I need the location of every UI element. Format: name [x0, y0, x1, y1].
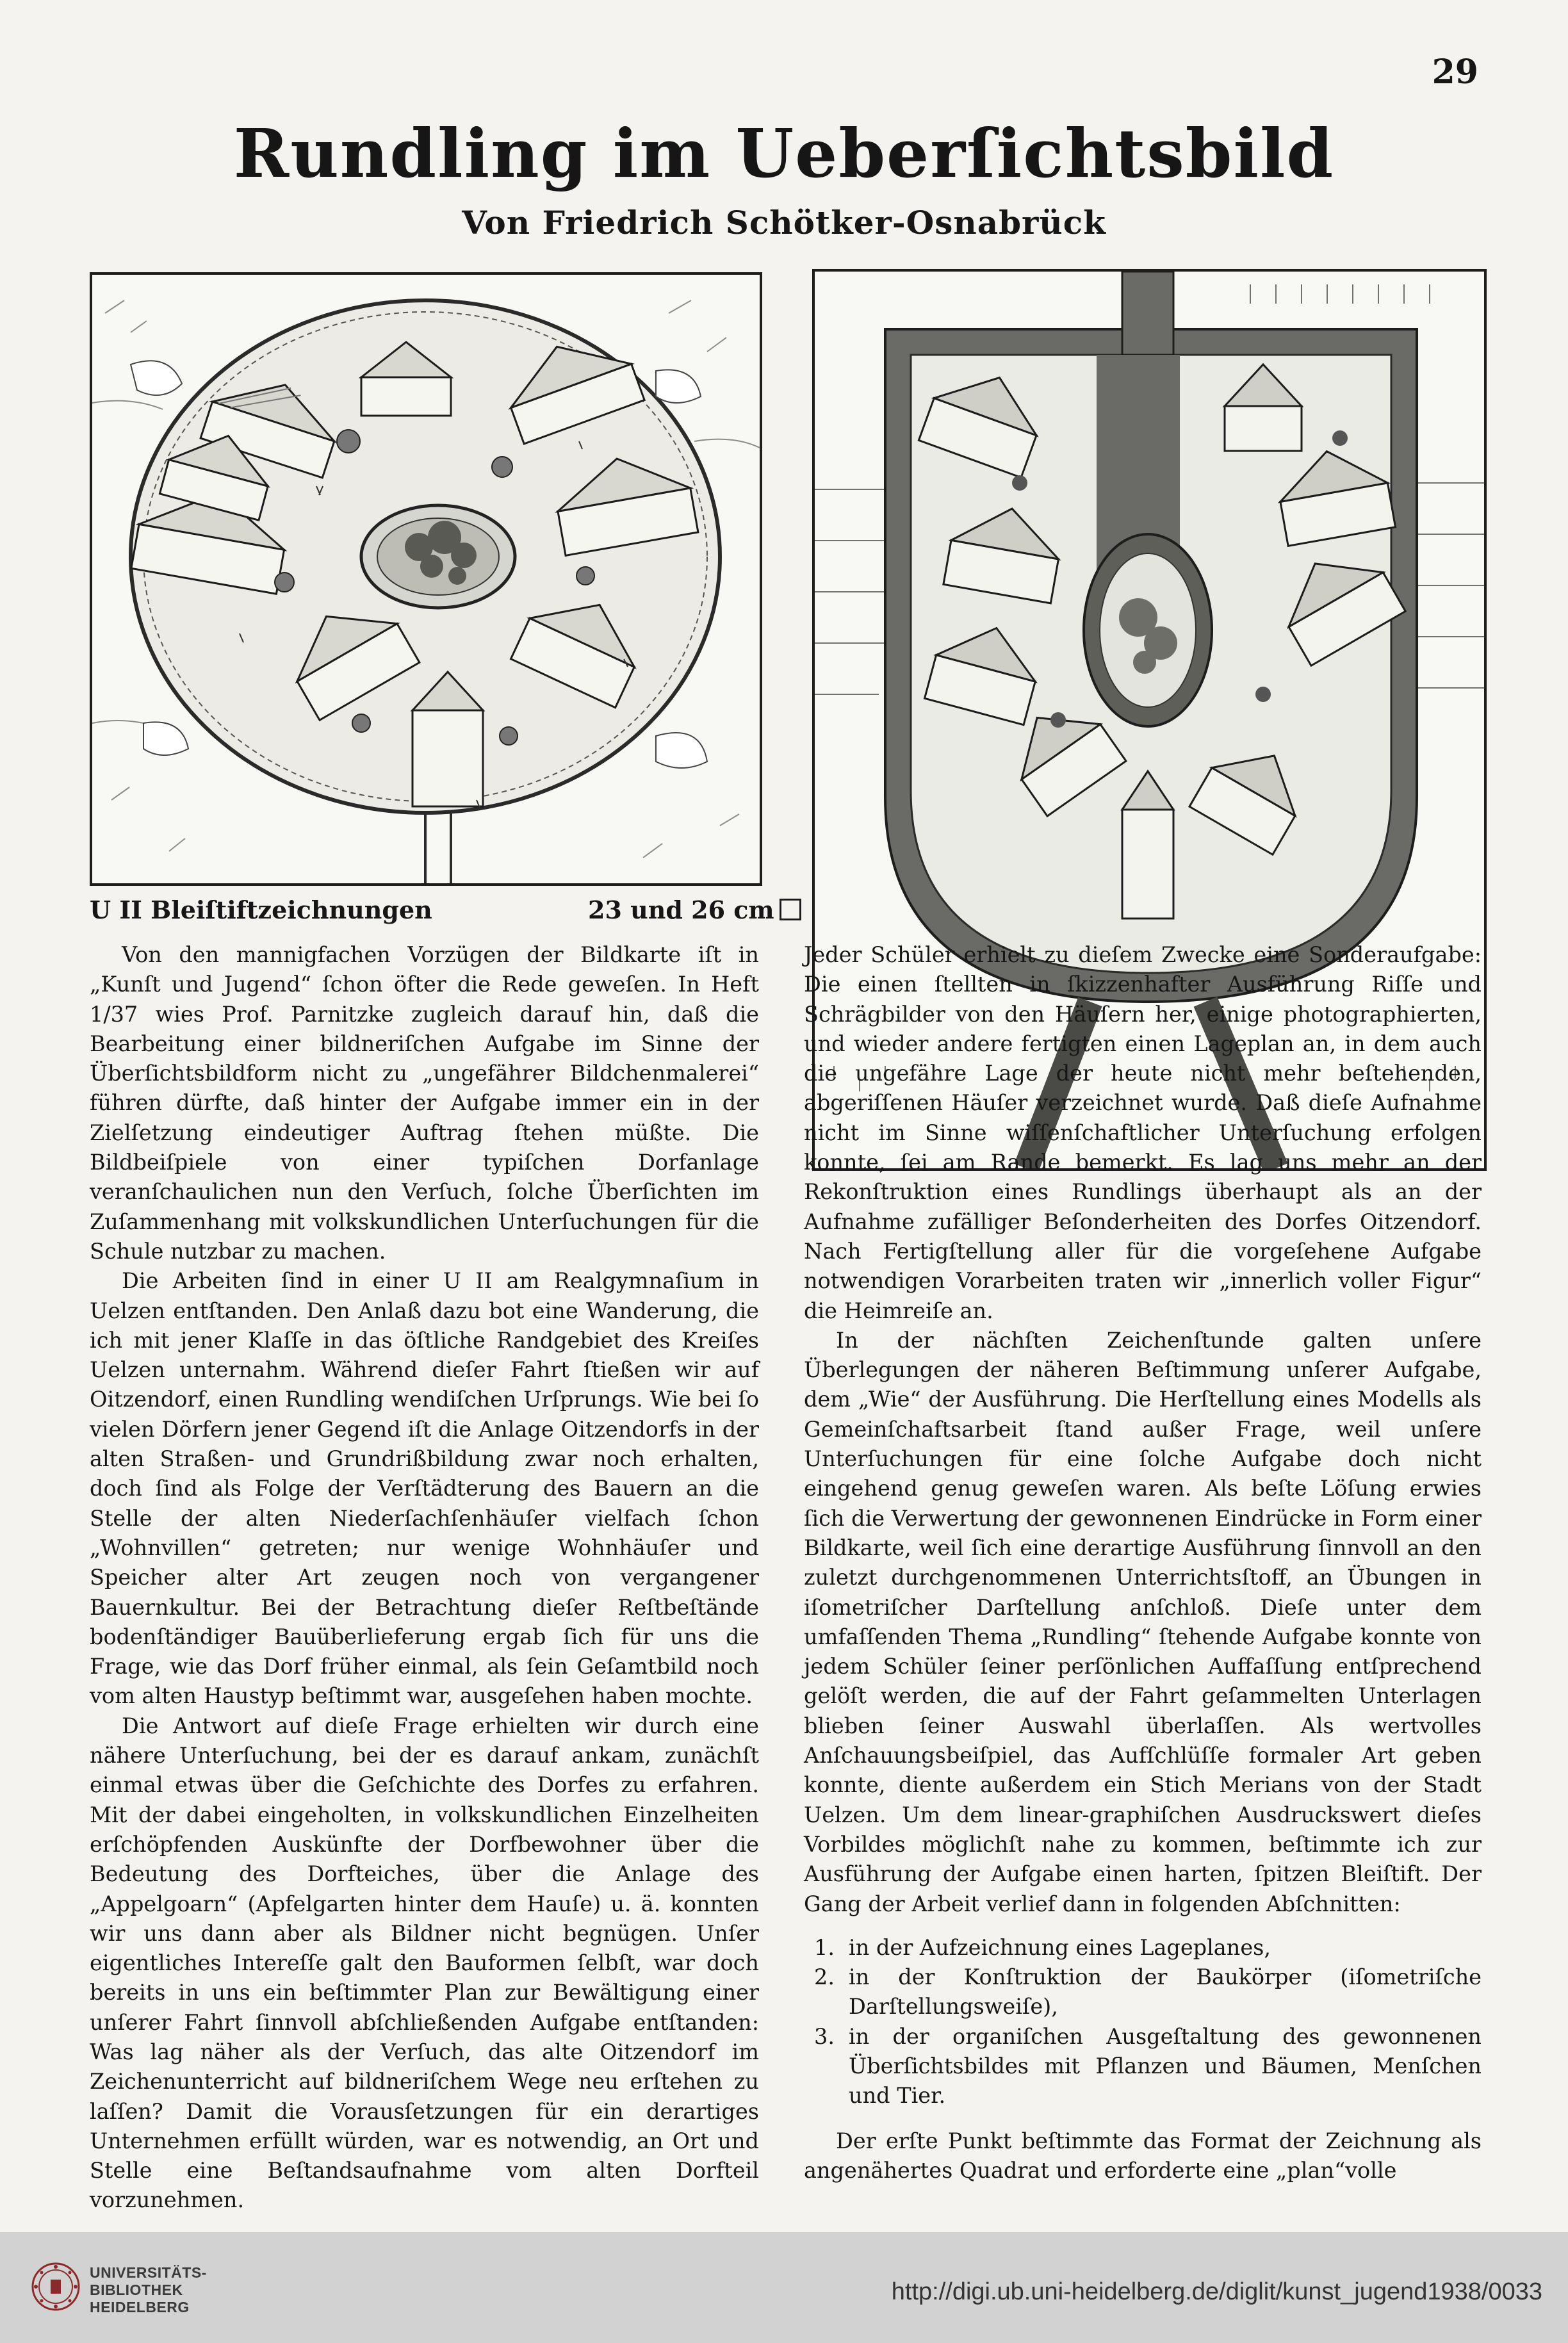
list-text: in der Konſtruktion der Baukörper (iſometriſche Darſtellungsweiſe), [849, 1964, 1482, 2020]
text-column-right [804, 940, 1482, 2185]
list-number: 2. [814, 1964, 835, 1990]
paragraph: Von den mannigfachen Vorzügen der Bildkarte iſt in „Kunſt und Jugend“ ſchon öfter die Rede geweſen. In Heft 1/37 wies Prof. Parnitzke zugleich darauf hin, daß die Bearbeitung einer bildneriſchen Aufgabe im Sinne der Überſichtsbildform nicht zu „ungefährer Bildchenmalerei“ führen dürfte, daß hinter der Aufgabe immer ein in der Zielſetzung eindeutiger Auftrag ſtehen müßte. Die Bildbeiſpiele von einer typiſchen Dorfanlage veranſchaulichen nun den Verſuch, ſolche Überſichten im Zuſammenhang mit volkskundlichen Unterſuchungen für die Schule nutzbar zu machen. [90, 942, 759, 1264]
page-number: 29 [1432, 53, 1478, 92]
figure-caption-left: U II Bleiſtiftzeichnungen [90, 895, 432, 924]
list-item [804, 1963, 1482, 2022]
paragraph: Der erſte Punkt beſtimmte das Format der Zeichnung als angenähertes Quadrat und erforderte eine „plan“volle [804, 2128, 1482, 2183]
article-byline: Von Friedrich Schötker-Osnabrück [462, 204, 1106, 241]
viewer-footer [0, 2232, 1568, 2343]
library-line: HEIDELBERG [90, 2299, 190, 2315]
list-text: in der organiſchen Ausgeſtaltung des gewonnenen Überſichtsbildes mit Pflanzen und Bäumen, Menſchen und Tier. [849, 2023, 1482, 2109]
library-name [90, 2264, 207, 2316]
list-item [804, 2022, 1482, 2111]
paragraph: Jeder Schüler erhielt zu dieſem Zwecke eine Sonderaufgabe: Die einen ſtellten in ſkizzenhafter Ausführung Riſſe und Schrägbilder von den Häuſern her, einige photographierten, und wieder andere fertigten einen Lageplan an, in dem auch die ungefähre Lage der heute nicht mehr beſtehenden, abgeriſſenen Häuſer verzeichnet wurde. Daß dieſe Aufnahme nicht im Sinne wiſſenſchaftlicher Unterſuchung erfolgen konnte, ſei am Rande bemerkt. Es lag uns mehr an der Rekonſtruktion eines Rundlings überhaupt als an der Aufnahme zufälliger Beſonderheiten des Dorfes Oitzendorf. Nach Fertigſtellung aller für die vorgeſehene Aufgabe notwendigen Vorarbeiten traten wir „innerlich voller Figur“ die Heimreiſe an. [804, 942, 1482, 1323]
caption-square-icon [780, 899, 801, 920]
library-line: BIBLIOTHEK [90, 2282, 183, 2298]
university-seal-icon [31, 2262, 81, 2312]
list-number: 3. [814, 2023, 835, 2049]
paragraph: Die Arbeiten ſind in einer U II am Realgymnaſium in Uelzen entſtanden. Den Anlaß dazu bot eine Wanderung, die ich mit jener Klaſſe in das öſtliche Randgebiet des Kreiſes Uelzen unternahm. Während dieſer Fahrt ſtießen wir auf Oitzendorf, einen Rundling wendiſchen Urſprungs. Wie bei ſo vielen Dörfern jener Gegend iſt die Anlage Oitzendorfs in der alten Straßen- und Grundrißbildung zwar noch erhalten, doch ſind als Folge der Verſtädterung des Bauern an die Stelle der alten Niederſachſenhäuſer vielfach ſchon „Wohnvillen“ getreten; nur wenige Wohnhäuſer und Speicher alter Art zeugen noch von vergangener Bauernkultur. Bei der Betrachtung dieſer Reſtbeſtände bodenſtändiger Bauüberlieferung ergab ſich für uns die Frage, wie das Dorf früher einmal, als ſein Geſamtbild noch vom alten Haustyp beſtimmt war, ausgeſehen haben mochte. [90, 1268, 759, 1709]
work-steps-list [804, 1933, 1482, 2111]
library-line: UNIVERSITÄTS- [90, 2264, 207, 2281]
paragraph: Die Antwort auf dieſe Frage erhielten wir durch eine nähere Unterſuchung, bei der es darauf ankam, zunächſt einmal etwas über die Geſchichte des Dorfes zu erfahren. Mit der dabei eingeholten, in volkskundlichen Einzelheiten erſchöpfenden Auskünfte der Dorfbewohner über die Bedeutung des Dorfteiches, über die Anlage des „Appelgoarn“ (Apfelgarten hinter dem Hauſe) u. ä. konnten wir uns dann aber als Bildner nicht begnügen. Unſer eigentliches Intereſſe galt den Bauformen ſelbſt, war doch bereits in uns ein beſtimmter Plan zur Bewältigung einer unſerer Fahrt ſinnvoll abſchließenden Aufgabe entſtanden: Was lag näher als der Verſuch, das alte Oitzendorf im Zeichenunterricht auf bildneriſchem Wege neu erſtehen zu laſſen? Damit die Vorausſetzungen für ein derartiges Unternehmen erfüllt würden, war es notwendig, an Ort und Stelle eine Beſtandsaufnahme vom alten Dorfteil vorzunehmen. [90, 1713, 759, 2213]
list-item [804, 1933, 1482, 1963]
permalink-url[interactable]: http://digi.ub.uni-heidelberg.de/diglit/kunst_jugend1938/0033 [891, 2278, 1542, 2305]
list-number: 1. [814, 1934, 835, 1960]
caption-dimensions: 23 und 26 cm [588, 895, 774, 924]
paragraph: In der nächſten Zeichenſtunde galten unſere Überlegungen der näheren Beſtimmung unſerer Aufgabe, dem „Wie“ der Ausführung. Die Herſtellung eines Modells als Gemeinſchaftsarbeit ſtand außer Frage, weil unſere Unterſuchungen für eine ſolche Aufgabe doch nicht eingehend genug geweſen waren. Als beſte Löſung erwies ſich die Verwertung der gewonnenen Eindrücke in Form einer Bildkarte, weil ſich eine derartige Ausführung ſinnvoll an den zuletzt durchgenommenen Unterrichtsſtoff, an Übungen in iſometriſcher Darſtellung anſchloß. Dieſe unter dem umfaſſenden Thema „Rundling“ ſtehende Aufgabe konnte von jedem Schüler ſeiner perſönlichen Auffaſſung entſprechend gelöſt werden, die auf der Fahrt geſammelten Unterlagen blieben ſeiner Auswahl überlaſſen. Als wertvolles Anſchauungsbeiſpiel, das Aufſchlüſſe formaler Art geben konnte, diente außerdem ein Stich Merians von der Stadt Uelzen. Um dem linear-graphiſchen Ausdruckswert dieſes Vorbildes möglichſt nahe zu kommen, beſtimmte ich zur Ausführung der Aufgabe einen harten, ſpitzen Bleiſtift. Der Gang der Arbeit verlief dann in folgenden Abſchnitten: [804, 1327, 1482, 1916]
list-text: in der Aufzeichnung eines Lageplanes, [849, 1934, 1271, 1960]
left-village-drawing [90, 272, 762, 886]
text-column-left [90, 940, 759, 2216]
left-village-sketch [92, 275, 760, 883]
figure-caption-right [588, 895, 801, 924]
article-title: Rundling im Ueberſichtsbild [233, 114, 1335, 193]
